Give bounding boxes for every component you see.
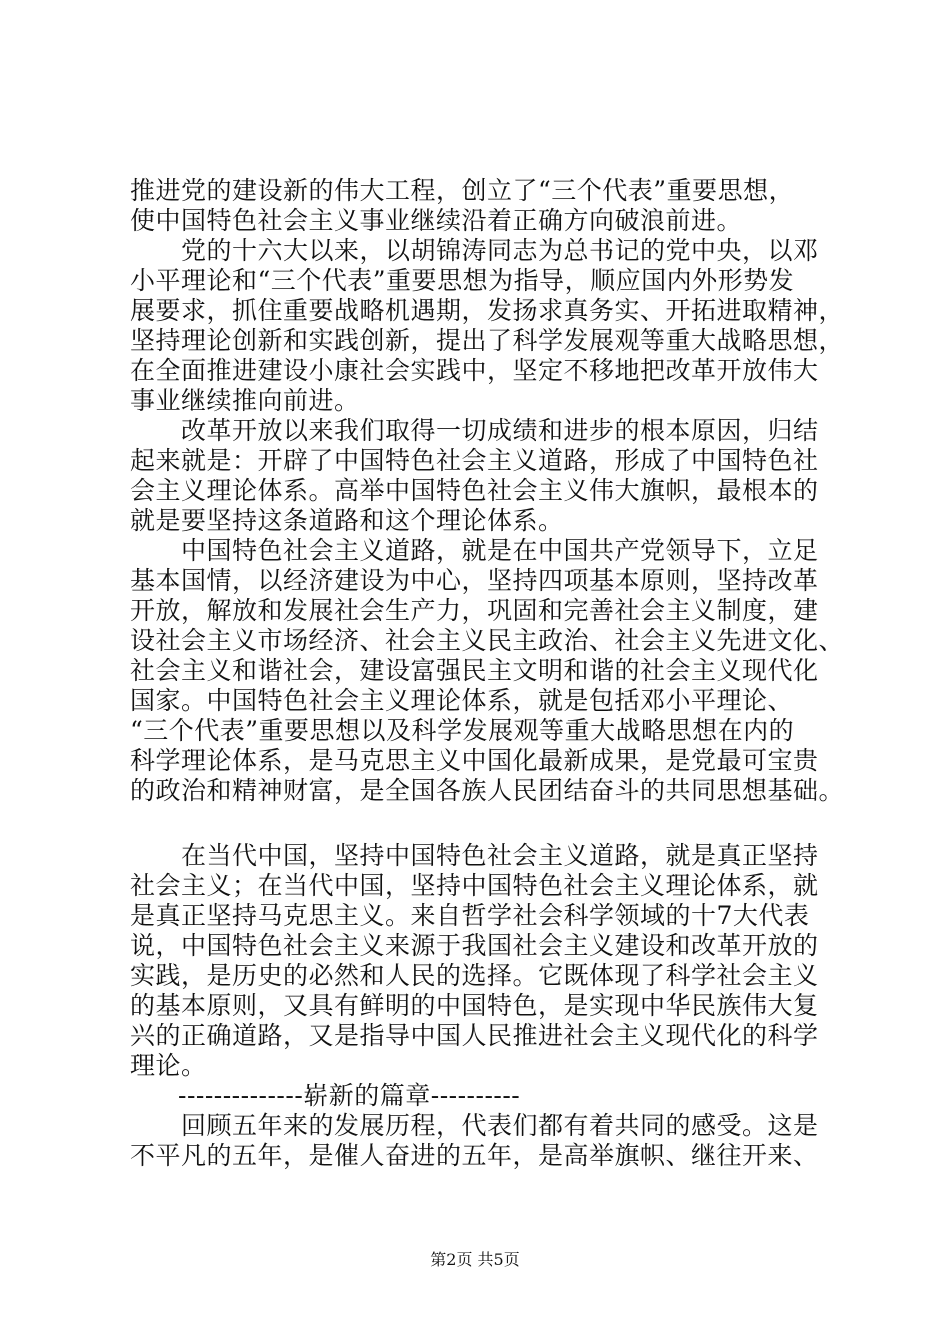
text-line: 兴的正确道路，又是指导中国人民推进社会主义现代化的科学 <box>130 1021 819 1050</box>
paragraph-first-line: 中国特色社会主义道路，就是在中国共产党领导下，立足 <box>181 536 819 565</box>
text-line: 理论。 <box>130 1051 207 1080</box>
text-line: 实践，是历史的必然和人民的选择。它既体现了科学社会主义 <box>130 961 819 990</box>
text-line: 是真正坚持马克思主义。来自哲学社会科学领域的十7大代表 <box>130 901 810 930</box>
text-line: 科学理论体系，是马克思主义中国化最新成果，是党最可宝贵 <box>130 746 819 775</box>
text-line: 就是要坚持这条道路和这个理论体系。 <box>130 506 564 535</box>
text-line: 设社会主义市场经济、社会主义民主政治、社会主义先进文化、 <box>130 626 845 655</box>
section-divider-heading: --------------崭新的篇章---------- <box>178 1081 521 1110</box>
paragraph-first-line: 改革开放以来我们取得一切成绩和进步的根本原因，归结 <box>181 416 819 445</box>
text-line: 事业继续推向前进。 <box>130 386 360 415</box>
text-line: 社会主义和谐社会，建设富强民主文明和谐的社会主义现代化 <box>130 656 819 685</box>
text-line: 说，中国特色社会主义来源于我国社会主义建设和改革开放的 <box>130 931 819 960</box>
text-line: 小平理论和“三个代表”重要思想为指导，顺应国内外形势发 <box>130 266 795 295</box>
text-line: 开放，解放和发展社会生产力，巩固和完善社会主义制度，建 <box>130 596 819 625</box>
text-line: “三个代表”重要思想以及科学发展观等重大战略思想在内的 <box>130 716 795 745</box>
text-line: 社会主义；在当代中国，坚持中国特色社会主义理论体系，就 <box>130 871 819 900</box>
text-line: 不平凡的五年，是催人奋进的五年，是高举旗帜、继往开来、 <box>130 1141 819 1170</box>
text-line: 使中国特色社会主义事业继续沿着正确方向破浪前进。 <box>130 206 743 235</box>
text-line: 的基本原则，又具有鲜明的中国特色，是实现中华民族伟大复 <box>130 991 819 1020</box>
text-line: 展要求，抓住重要战略机遇期，发扬求真务实、开拓进取精神， <box>130 296 845 325</box>
paragraph-first-line: 回顾五年来的发展历程，代表们都有着共同的感受。这是 <box>181 1111 819 1140</box>
text-line: 基本国情，以经济建设为中心，坚持四项基本原则，坚持改革 <box>130 566 819 595</box>
text-line: 推进党的建设新的伟大工程，创立了“三个代表”重要思想， <box>130 176 795 205</box>
paragraph-gap <box>130 806 840 841</box>
paragraph-first-line: 党的十六大以来，以胡锦涛同志为总书记的党中央，以邓 <box>181 236 819 265</box>
text-line: 坚持理论创新和实践创新，提出了科学发展观等重大战略思想， <box>130 326 845 355</box>
text-line: 的政治和精神财富，是全国各族人民团结奋斗的共同思想基础。 <box>130 776 845 805</box>
text-line: 会主义理论体系。高举中国特色社会主义伟大旗帜，最根本的 <box>130 476 819 505</box>
text-line: 在全面推进建设小康社会实践中，坚定不移地把改革开放伟大 <box>130 356 819 385</box>
text-line: 起来就是：开辟了中国特色社会主义道路，形成了中国特色社 <box>130 446 819 475</box>
text-line: 国家。中国特色社会主义理论体系，就是包括邓小平理论、 <box>130 686 794 715</box>
page-number-footer: 第2页 共5页 <box>430 1250 520 1269</box>
body-text <box>130 176 845 1171</box>
paragraph-first-line: 在当代中国，坚持中国特色社会主义道路，就是真正坚持 <box>181 841 819 870</box>
